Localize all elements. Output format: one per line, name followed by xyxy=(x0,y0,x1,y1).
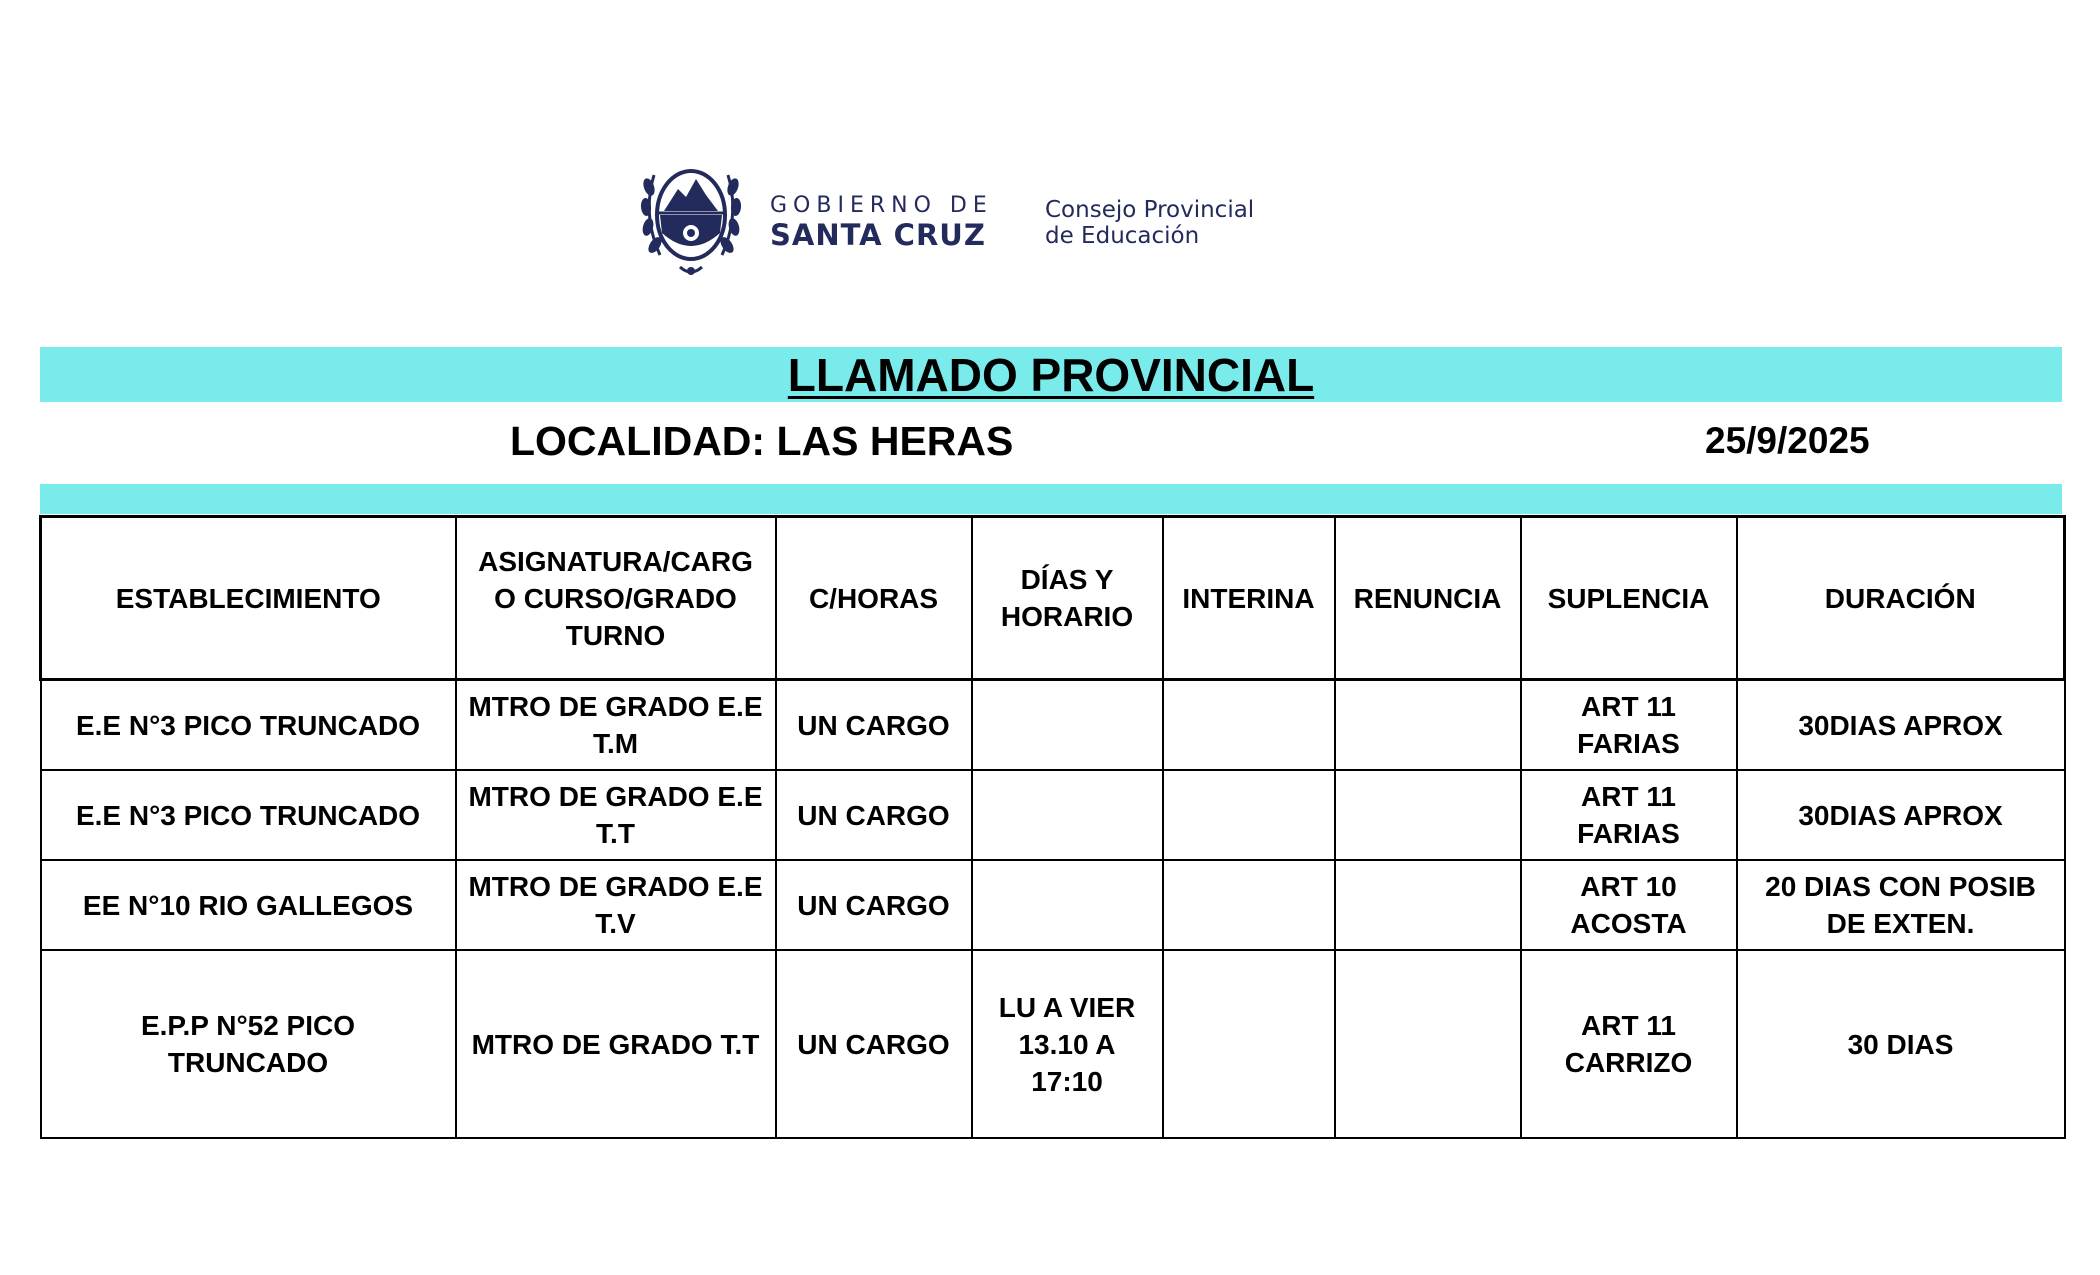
column-header-establecimiento xyxy=(41,517,456,680)
council-wordmark xyxy=(1045,197,1254,249)
localidad-label: LOCALIDAD: LAS HERAS xyxy=(510,418,1014,464)
cell-line: 30DIAS APROX xyxy=(1798,709,2003,741)
cell-line: E.E N°3 PICO TRUNCADO xyxy=(75,799,421,831)
cell-line: T.T xyxy=(596,818,635,849)
cell-line: ART 11 xyxy=(1581,781,1676,812)
cell-horas xyxy=(776,680,972,771)
column-header-horas xyxy=(776,517,972,680)
cell-dias xyxy=(972,950,1163,1138)
cell-line: 30 DIAS xyxy=(1847,1028,1954,1060)
cell-renuncia xyxy=(1335,680,1521,771)
cell-suplencia xyxy=(1521,950,1737,1138)
cell-asignatura xyxy=(456,680,776,771)
cell-line: ACOSTA xyxy=(1570,908,1687,939)
table-row xyxy=(41,770,2065,860)
cell-line: LU A VIER xyxy=(998,991,1136,1023)
cell-line: C/HORAS xyxy=(808,582,939,614)
cell-line: SUPLENCIA xyxy=(1547,582,1710,614)
cell-line: O CURSO/GRADO xyxy=(494,582,737,614)
cell-renuncia xyxy=(1335,950,1521,1138)
cell-line: MTRO DE GRADO E.E xyxy=(468,781,763,812)
column-header-renuncia xyxy=(1335,517,1521,680)
santa-cruz-seal-icon xyxy=(640,155,742,285)
page-title: LLAMADO PROVINCIAL xyxy=(787,349,1315,401)
cell-line: RENUNCIA xyxy=(1353,582,1502,614)
cell-line: UN CARGO xyxy=(797,889,950,921)
column-header-duracion xyxy=(1737,517,2065,680)
column-header-dias xyxy=(972,517,1163,680)
cell-line: INTERINA xyxy=(1182,582,1315,614)
cell-interina xyxy=(1163,680,1335,771)
cell-line: ART 10 xyxy=(1580,871,1677,902)
cell-establecimiento xyxy=(41,770,456,860)
cell-horas xyxy=(776,770,972,860)
cell-dias xyxy=(972,770,1163,860)
cell-line: UN CARGO xyxy=(797,799,950,831)
cell-line: UN CARGO xyxy=(797,1028,950,1060)
gov-line1: GOBIERNO DE xyxy=(770,193,993,218)
table-row xyxy=(41,860,2065,950)
cell-line: 20 DIAS CON POSIB xyxy=(1765,871,2036,902)
gov-line2: SANTA CRUZ xyxy=(770,218,986,252)
cell-line: UN CARGO xyxy=(797,709,950,741)
cell-dias xyxy=(972,680,1163,771)
date-label: 25/9/2025 xyxy=(1705,420,1870,461)
cell-line: E.E N°3 PICO TRUNCADO xyxy=(75,709,421,741)
cell-line: TRUNCADO xyxy=(167,1047,329,1078)
cell-line: HORARIO xyxy=(1000,601,1134,632)
cell-line: EE N°10 RIO GALLEGOS xyxy=(82,889,414,921)
column-header-interina xyxy=(1163,517,1335,680)
cell-suplencia xyxy=(1521,860,1737,950)
cell-line: ART 11 xyxy=(1581,1010,1676,1041)
table-row xyxy=(41,680,2065,771)
cell-interina xyxy=(1163,950,1335,1138)
column-header-suplencia xyxy=(1521,517,1737,680)
cell-line: 17:10 xyxy=(1031,1065,1103,1097)
council-line1: Consejo Provincial xyxy=(1045,197,1255,223)
cell-duracion xyxy=(1737,770,2065,860)
cell-horas xyxy=(776,950,972,1138)
cell-line: DÍAS Y xyxy=(1020,564,1114,595)
cell-line: E.P.P N°52 PICO xyxy=(140,1010,356,1041)
cell-duracion xyxy=(1737,680,2065,771)
cell-line: MTRO DE GRADO E.E xyxy=(468,691,763,722)
vacancy-table xyxy=(39,515,2066,1139)
cell-line: ASIGNATURA/CARG xyxy=(478,545,753,577)
column-header-asignatura xyxy=(456,517,776,680)
council-line2: de Educación xyxy=(1045,223,1200,249)
header-logo xyxy=(640,155,1280,285)
cell-dias xyxy=(972,860,1163,950)
cell-line: ESTABLECIMIENTO xyxy=(115,582,381,614)
cell-line: FARIAS xyxy=(1577,728,1680,759)
cell-line: MTRO DE GRADO E.E xyxy=(468,871,763,902)
cell-line: 30DIAS APROX xyxy=(1798,799,2003,831)
cell-suplencia xyxy=(1521,680,1737,771)
cell-establecimiento xyxy=(41,950,456,1138)
cell-line: FARIAS xyxy=(1577,818,1680,849)
cell-line: MTRO DE GRADO T.T xyxy=(471,1028,760,1060)
table-row xyxy=(41,950,2065,1138)
cell-line: CARRIZO xyxy=(1564,1047,1693,1078)
government-wordmark xyxy=(770,193,993,251)
cell-renuncia xyxy=(1335,860,1521,950)
cell-establecimiento xyxy=(41,680,456,771)
cell-line: T.V xyxy=(595,908,636,939)
cell-horas xyxy=(776,860,972,950)
cell-line: ART 11 xyxy=(1581,691,1676,722)
table-header-row xyxy=(41,517,2065,680)
cell-renuncia xyxy=(1335,770,1521,860)
title-band xyxy=(40,347,2062,402)
cell-interina xyxy=(1163,860,1335,950)
cell-establecimiento xyxy=(41,860,456,950)
cell-duracion xyxy=(1737,860,2065,950)
cell-asignatura xyxy=(456,860,776,950)
cell-asignatura xyxy=(456,770,776,860)
cell-line: TURNO xyxy=(565,619,666,651)
cell-line: DURACIÓN xyxy=(1824,582,1976,614)
cell-line: T.M xyxy=(592,728,639,759)
cell-asignatura xyxy=(456,950,776,1138)
cell-interina xyxy=(1163,770,1335,860)
accent-strip xyxy=(40,484,2062,514)
cell-line: DE EXTEN. xyxy=(1826,908,1975,939)
cell-suplencia xyxy=(1521,770,1737,860)
cell-line: 13.10 A xyxy=(1018,1028,1116,1060)
cell-duracion xyxy=(1737,950,2065,1138)
